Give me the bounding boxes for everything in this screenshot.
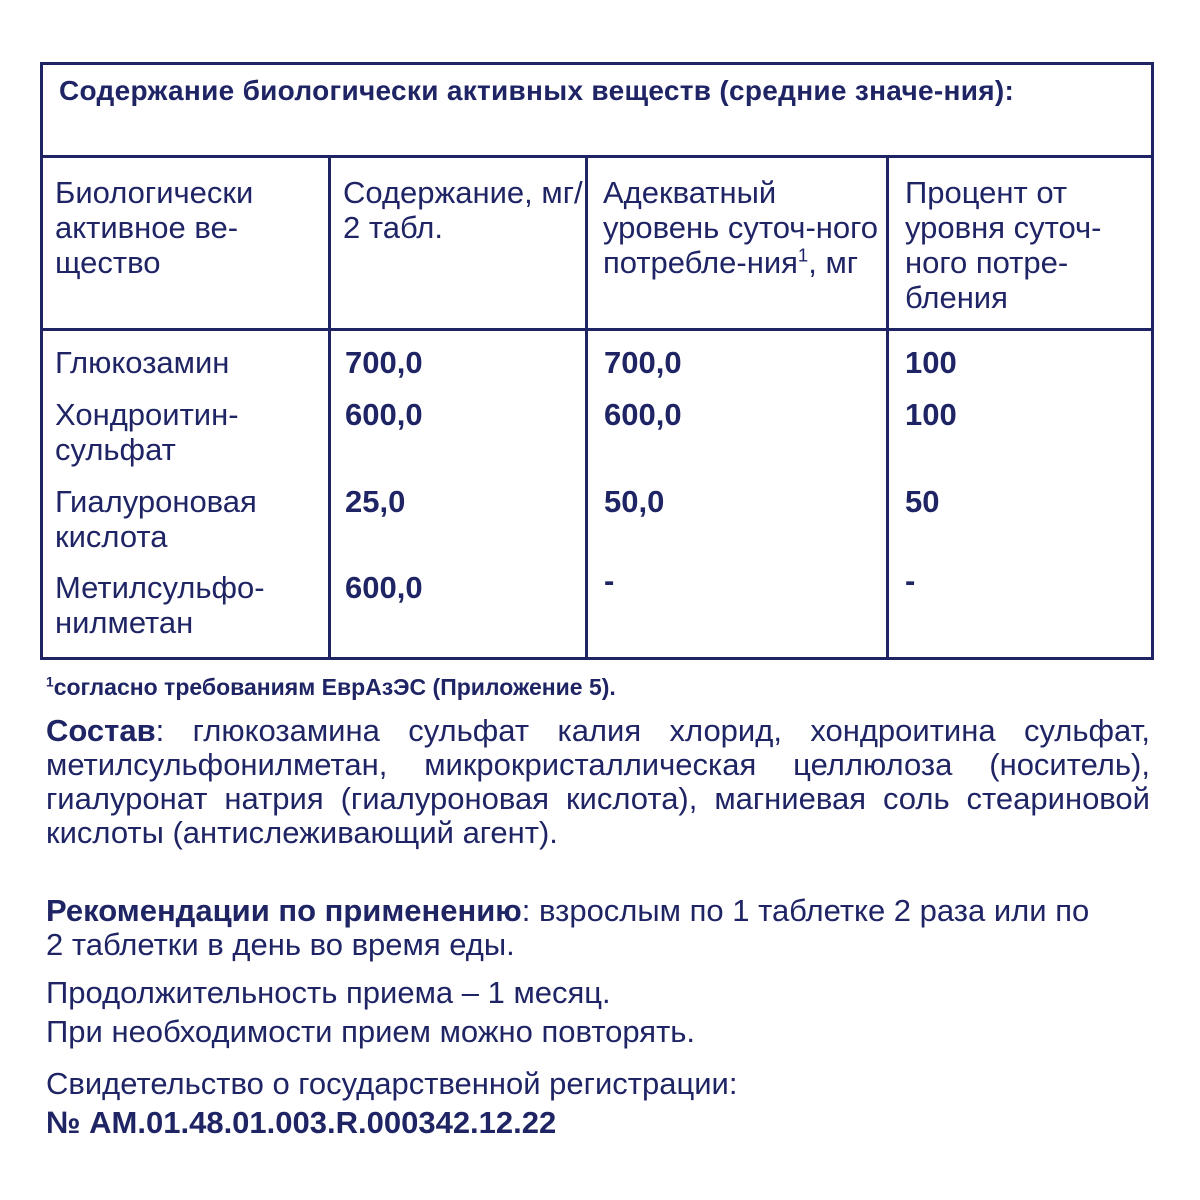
composition-text: : глюкозамина сульфат калия хлорид, хондроитина сульфат, метилсульфонилметан, микрокристаллическая целлюлоза (носитель), гиалуронат натрия (гиалуроновая кислота), магниевая соль стеариновой кислоты (антислеживающий агент). <box>46 713 1150 850</box>
column-divider <box>585 158 588 657</box>
composition-paragraph <box>46 714 1150 850</box>
footnote-mark: 1 <box>797 244 809 266</box>
registration-label: Свидетельство о государственной регистрации: <box>46 1066 738 1101</box>
row-adequate: - <box>604 563 615 598</box>
recommendations-text: : взрослым по 1 таблетке 2 раза или по 2 таблетки в день во время еды. <box>46 893 1090 962</box>
table-title: Содержание биологически активных веществ (средние значе-ния): <box>43 65 1151 158</box>
repeat-line: При необходимости прием можно повторять. <box>46 1014 696 1049</box>
row-adequate: 700,0 <box>604 345 682 380</box>
header-unit: , мг <box>808 245 859 280</box>
row-content: 600,0 <box>345 570 423 605</box>
bioactive-substances-table <box>40 62 1154 660</box>
recommendations-label: Рекомендации по применению <box>46 893 522 928</box>
footnote-text: согласно требованиям ЕврАзЭС (Приложение 5). <box>53 674 616 700</box>
recommendations-paragraph <box>46 894 1096 962</box>
header-adequate-text: Адекватный уровень суточ-ного потребле-ния <box>603 175 878 280</box>
footnote-mark: 1 <box>46 674 54 690</box>
row-content: 600,0 <box>345 397 423 432</box>
registration-number: № АМ.01.48.01.003.R.000342.12.22 <box>46 1105 557 1140</box>
row-content: 700,0 <box>345 345 423 380</box>
composition-label: Состав <box>46 713 156 748</box>
row-adequate: 50,0 <box>604 484 665 519</box>
row-percent: 50 <box>905 484 940 519</box>
header-substance: Биологически активное ве-щество <box>55 175 254 280</box>
row-substance: Метилсульфо-нилметан <box>55 570 265 640</box>
header-adequate-level <box>603 175 883 280</box>
footnote <box>46 672 1156 702</box>
row-percent: 100 <box>905 397 957 432</box>
column-divider <box>328 158 331 657</box>
row-adequate: 600,0 <box>604 397 682 432</box>
header-percent: Процент от уровня суточ-ного потре-бления <box>905 175 1102 315</box>
row-substance: Гиалуроновая кислота <box>55 484 257 554</box>
row-substance: Глюкозамин <box>55 345 230 380</box>
row-content: 25,0 <box>345 484 406 519</box>
header-row-divider <box>43 328 1151 331</box>
header-content: Содержание, мг/ 2 табл. <box>343 175 583 245</box>
row-percent: 100 <box>905 345 957 380</box>
column-divider <box>886 158 889 657</box>
duration-line: Продолжительность приема – 1 месяц. <box>46 975 611 1010</box>
row-substance: Хондроитин-сульфат <box>55 397 239 467</box>
row-percent: - <box>905 563 916 598</box>
